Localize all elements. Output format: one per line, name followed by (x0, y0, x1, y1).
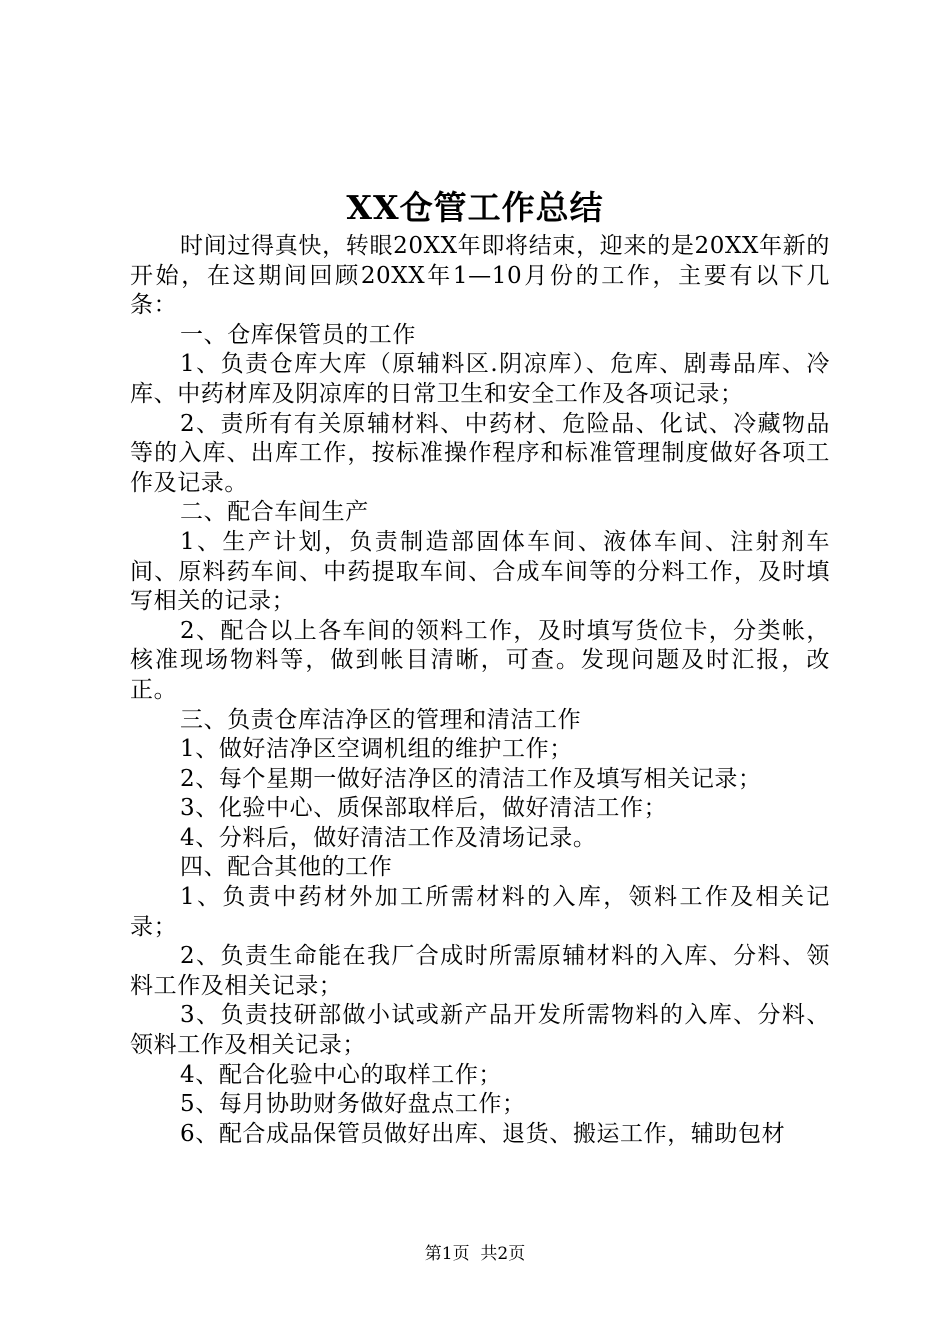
list-item: 2、每个星期一做好洁净区的清洁工作及填写相关记录； (180, 765, 762, 792)
document-title: XX仓管工作总结 (346, 188, 604, 227)
list-item: 2、配合以上各车间的领料工作，及时填写货位卡，分类帐，核准现场物料等，做到帐目清晰，可查。发现问题及时汇报，改正。 (130, 617, 830, 703)
list-item: 4、配合化验中心的取样工作； (180, 1061, 503, 1088)
list-item: 1、负责仓库大库（原辅料区.阴凉库）、危库、剧毒品库、冷库、中药材库及阴凉库的日常卫生和安全工作及各项记录； (130, 351, 830, 407)
list-item: 1、生产计划，负责制造部固体车间、液体车间、注射剂车间、原料药车间、中药提取车间、合成车间等的分料工作，及时填写相关的记录； (130, 528, 830, 615)
list-item: 3、负责技研部做小试或新产品开发所需物料的入库、分料、领料工作及相关记录； (130, 1002, 830, 1059)
section-heading-3: 三、负责仓库洁净区的管理和清洁工作 (180, 706, 582, 733)
paragraph-intro: 时间过得真快，转眼20XX年即将结束，迎来的是20XX年新的开始，在这期间回顾20XX年1—10月份的工作，主要有以下几条： (130, 233, 830, 319)
page-footer (0, 1242, 950, 1266)
section-heading-4: 四、配合其他的工作 (180, 854, 393, 881)
list-item: 3、化验中心、质保部取样后，做好清洁工作； (180, 795, 668, 822)
list-item: 1、负责中药材外加工所需材料的入库，领料工作及相关记录； (130, 884, 830, 940)
document-body (130, 232, 830, 1149)
list-item: 4、分料后，做好清洁工作及清场记录。 (180, 824, 597, 851)
list-item: 2、负责生命能在我厂合成时所需原辅材料的入库、分料、领料工作及相关记录； (130, 943, 830, 999)
page-total: 共2页 (480, 1244, 526, 1264)
section-heading-2: 二、配合车间生产 (180, 499, 369, 526)
list-item: 5、每月协助财务做好盘点工作； (180, 1091, 526, 1118)
list-item: 6、配合成品保管员做好出库、退货、搬运工作，辅助包材 (180, 1120, 786, 1147)
section-heading-1: 一、仓库保管员的工作 (180, 321, 416, 348)
list-item: 2、责所有有关原辅材料、中药材、危险品、化试、冷藏物品等的入库、出库工作，按标准操作程序和标准管理制度做好各项工作及记录。 (130, 410, 830, 496)
list-item: 1、做好洁净区空调机组的维护工作； (180, 736, 573, 763)
page-number: 第1页 (424, 1244, 470, 1264)
